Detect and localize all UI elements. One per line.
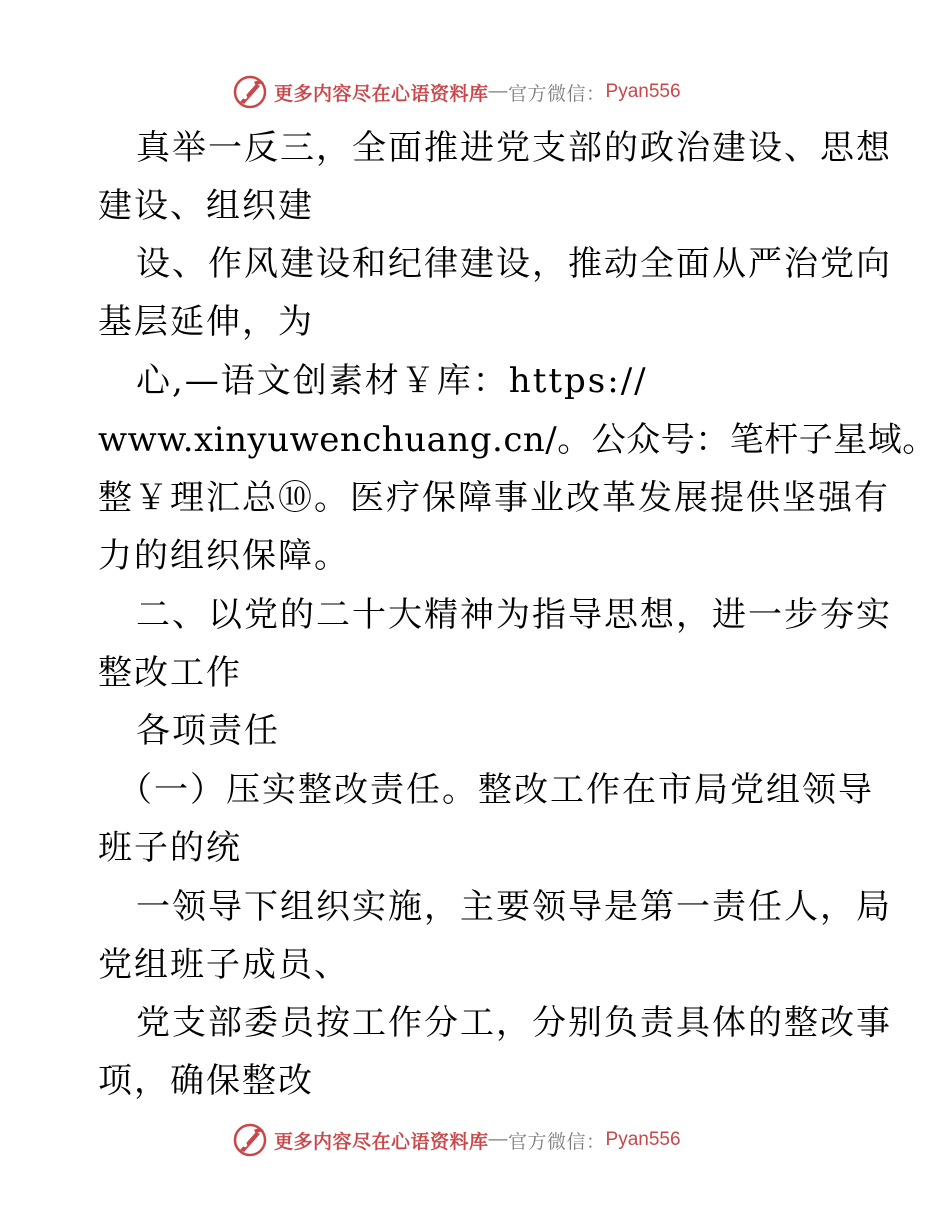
body-line: 力的组织保障。 xyxy=(98,536,350,576)
watermark-brand-text: 更多内容尽在心语资料库 xyxy=(274,83,489,105)
body-line: 项，确保整改 xyxy=(98,1061,314,1101)
header-watermark xyxy=(232,72,681,112)
body-line: 设、作风建设和纪律建设，推动全面从严治党向 xyxy=(136,244,892,284)
watermark-wechat-label: 官方微信： xyxy=(508,1131,606,1153)
body-line: 心,—语文创素材￥库：https:// xyxy=(136,361,648,401)
body-line: 整￥理汇总⑩。医疗保障事业改革发展提供坚强有 xyxy=(98,478,890,518)
watermark-wechat-id: Pyan556 xyxy=(605,1129,681,1150)
quill-seal-icon xyxy=(232,1122,268,1158)
watermark-dash: — xyxy=(488,81,509,102)
body-line: 真举一反三，全面推进党支部的政治建设、思想 xyxy=(136,128,892,168)
watermark-brand-text: 更多内容尽在心语资料库 xyxy=(274,1131,489,1153)
body-line: 班子的统 xyxy=(98,828,242,868)
watermark-wechat-label: 官方微信： xyxy=(508,83,606,105)
body-line: 各项责任 xyxy=(136,711,280,751)
quill-seal-icon xyxy=(232,74,268,110)
body-line: 建设、组织建 xyxy=(98,186,314,226)
body-line: 整改工作 xyxy=(98,653,242,693)
body-line: www.xinyuwenchuang.cn/。公众号：笔杆子星域。 xyxy=(98,420,937,460)
body-line: 一领导下组织实施，主要领导是第一责任人，局 xyxy=(136,887,892,927)
watermark-dash: — xyxy=(488,1129,509,1150)
watermark-wechat-id: Pyan556 xyxy=(605,81,681,102)
body-line: 党支部委员按工作分工，分别负责具体的整改事 xyxy=(136,1003,892,1043)
body-line: 党组班子成员、 xyxy=(98,945,350,985)
footer-watermark xyxy=(232,1120,681,1160)
body-line: 二、以党的二十大精神为指导思想，进一步夯实 xyxy=(136,595,892,635)
body-line: 基层延伸，为 xyxy=(98,302,314,342)
body-line: （一）压实整改责任。整改工作在市局党组领导 xyxy=(118,770,874,810)
